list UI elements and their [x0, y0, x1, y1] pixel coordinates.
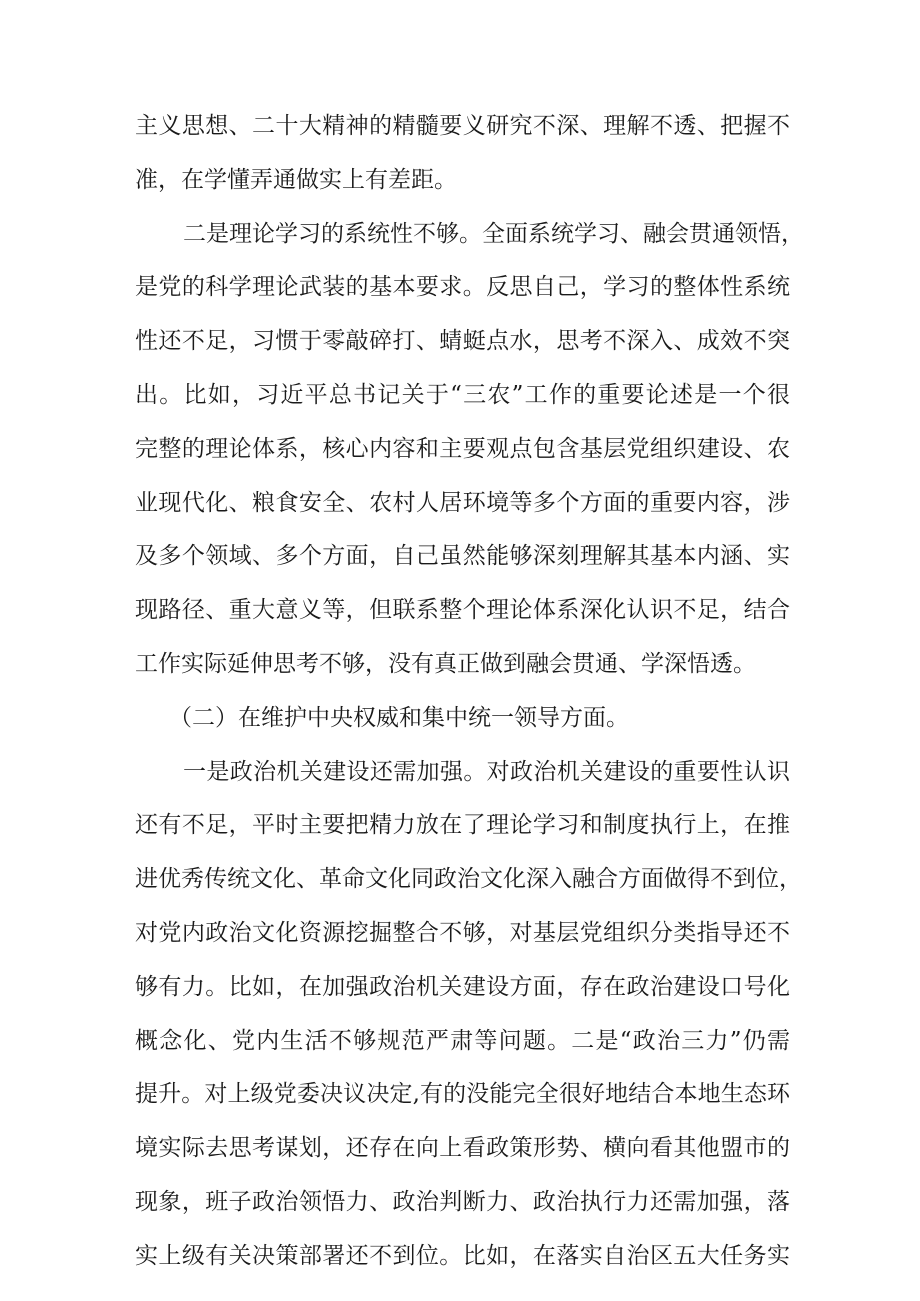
text-line-20: 境实际去思考谋划，还存在向上看政策形势、横向看其他盟市的 [135, 1135, 790, 1162]
text-line-19: 提升。对上级党委决议决定,有的没能完全很好地结合本地生态环 [135, 1081, 790, 1108]
text-line-22: 实上级有关决策部署还不到位。比如，在落实自治区五大任务实 [135, 1242, 790, 1269]
text-line-9: 及多个领域、多个方面，自己虽然能够深刻理解其基本内涵、实 [135, 543, 790, 570]
text-line-16: 对党内政治文化资源挖掘整合不够，对基层党组织分类指导还不 [135, 919, 790, 946]
text-line-4: 是党的科学理论武装的基本要求。反思自己，学习的整体性系统 [135, 274, 790, 301]
text-line-6: 出。比如，习近平总书记关于“三农”工作的重要论述是一个很 [135, 381, 790, 408]
text-line-3: 二是理论学习的系统性不够。全面系统学习、融会贯通领悟， [183, 220, 804, 247]
text-line-11: 工作实际延伸思考不够，没有真正做到融会贯通、学深悟透。 [135, 650, 756, 677]
text-line-10: 现路径、重大意义等，但联系整个理论体系深化认识不足，结合 [135, 597, 790, 624]
text-line-18: 概念化、党内生活不够规范严肃等问题。二是“政治三力”仍需 [135, 1027, 790, 1054]
text-line-5: 性还不足，习惯于零敲碎打、蜻蜓点水，思考不深入、成效不突 [135, 328, 790, 355]
text-line-2: 准，在学懂弄通做实上有差距。 [135, 166, 457, 193]
text-line-8: 业现代化、粮食安全、农村人居环境等多个方面的重要内容，涉 [135, 489, 790, 516]
text-line-21: 现象，班子政治领悟力、政治判断力、政治执行力还需加强，落 [135, 1188, 790, 1215]
body-text [135, 100, 804, 1284]
text-line-7: 完整的理论体系，核心内容和主要观点包含基层党组织建设、农 [135, 435, 790, 462]
text-line-1: 主义思想、二十大精神的精髓要义研究不深、理解不透、把握不 [135, 113, 790, 139]
text-line-17: 够有力。比如，在加强政治机关建设方面，存在政治建设口号化 [135, 973, 790, 1000]
text-line-15: 进优秀传统文化、革命文化同政治文化深入融合方面做得不到位， [135, 866, 802, 893]
text-line-14: 还有不足，平时主要把精力放在了理论学习和制度执行上，在推 [135, 812, 790, 839]
text-line-13: 一是政治机关建设还需加强。对政治机关建设的重要性认识 [183, 758, 790, 785]
section-heading: （二）在维护中央权威和集中统一领导方面。 [169, 704, 629, 731]
